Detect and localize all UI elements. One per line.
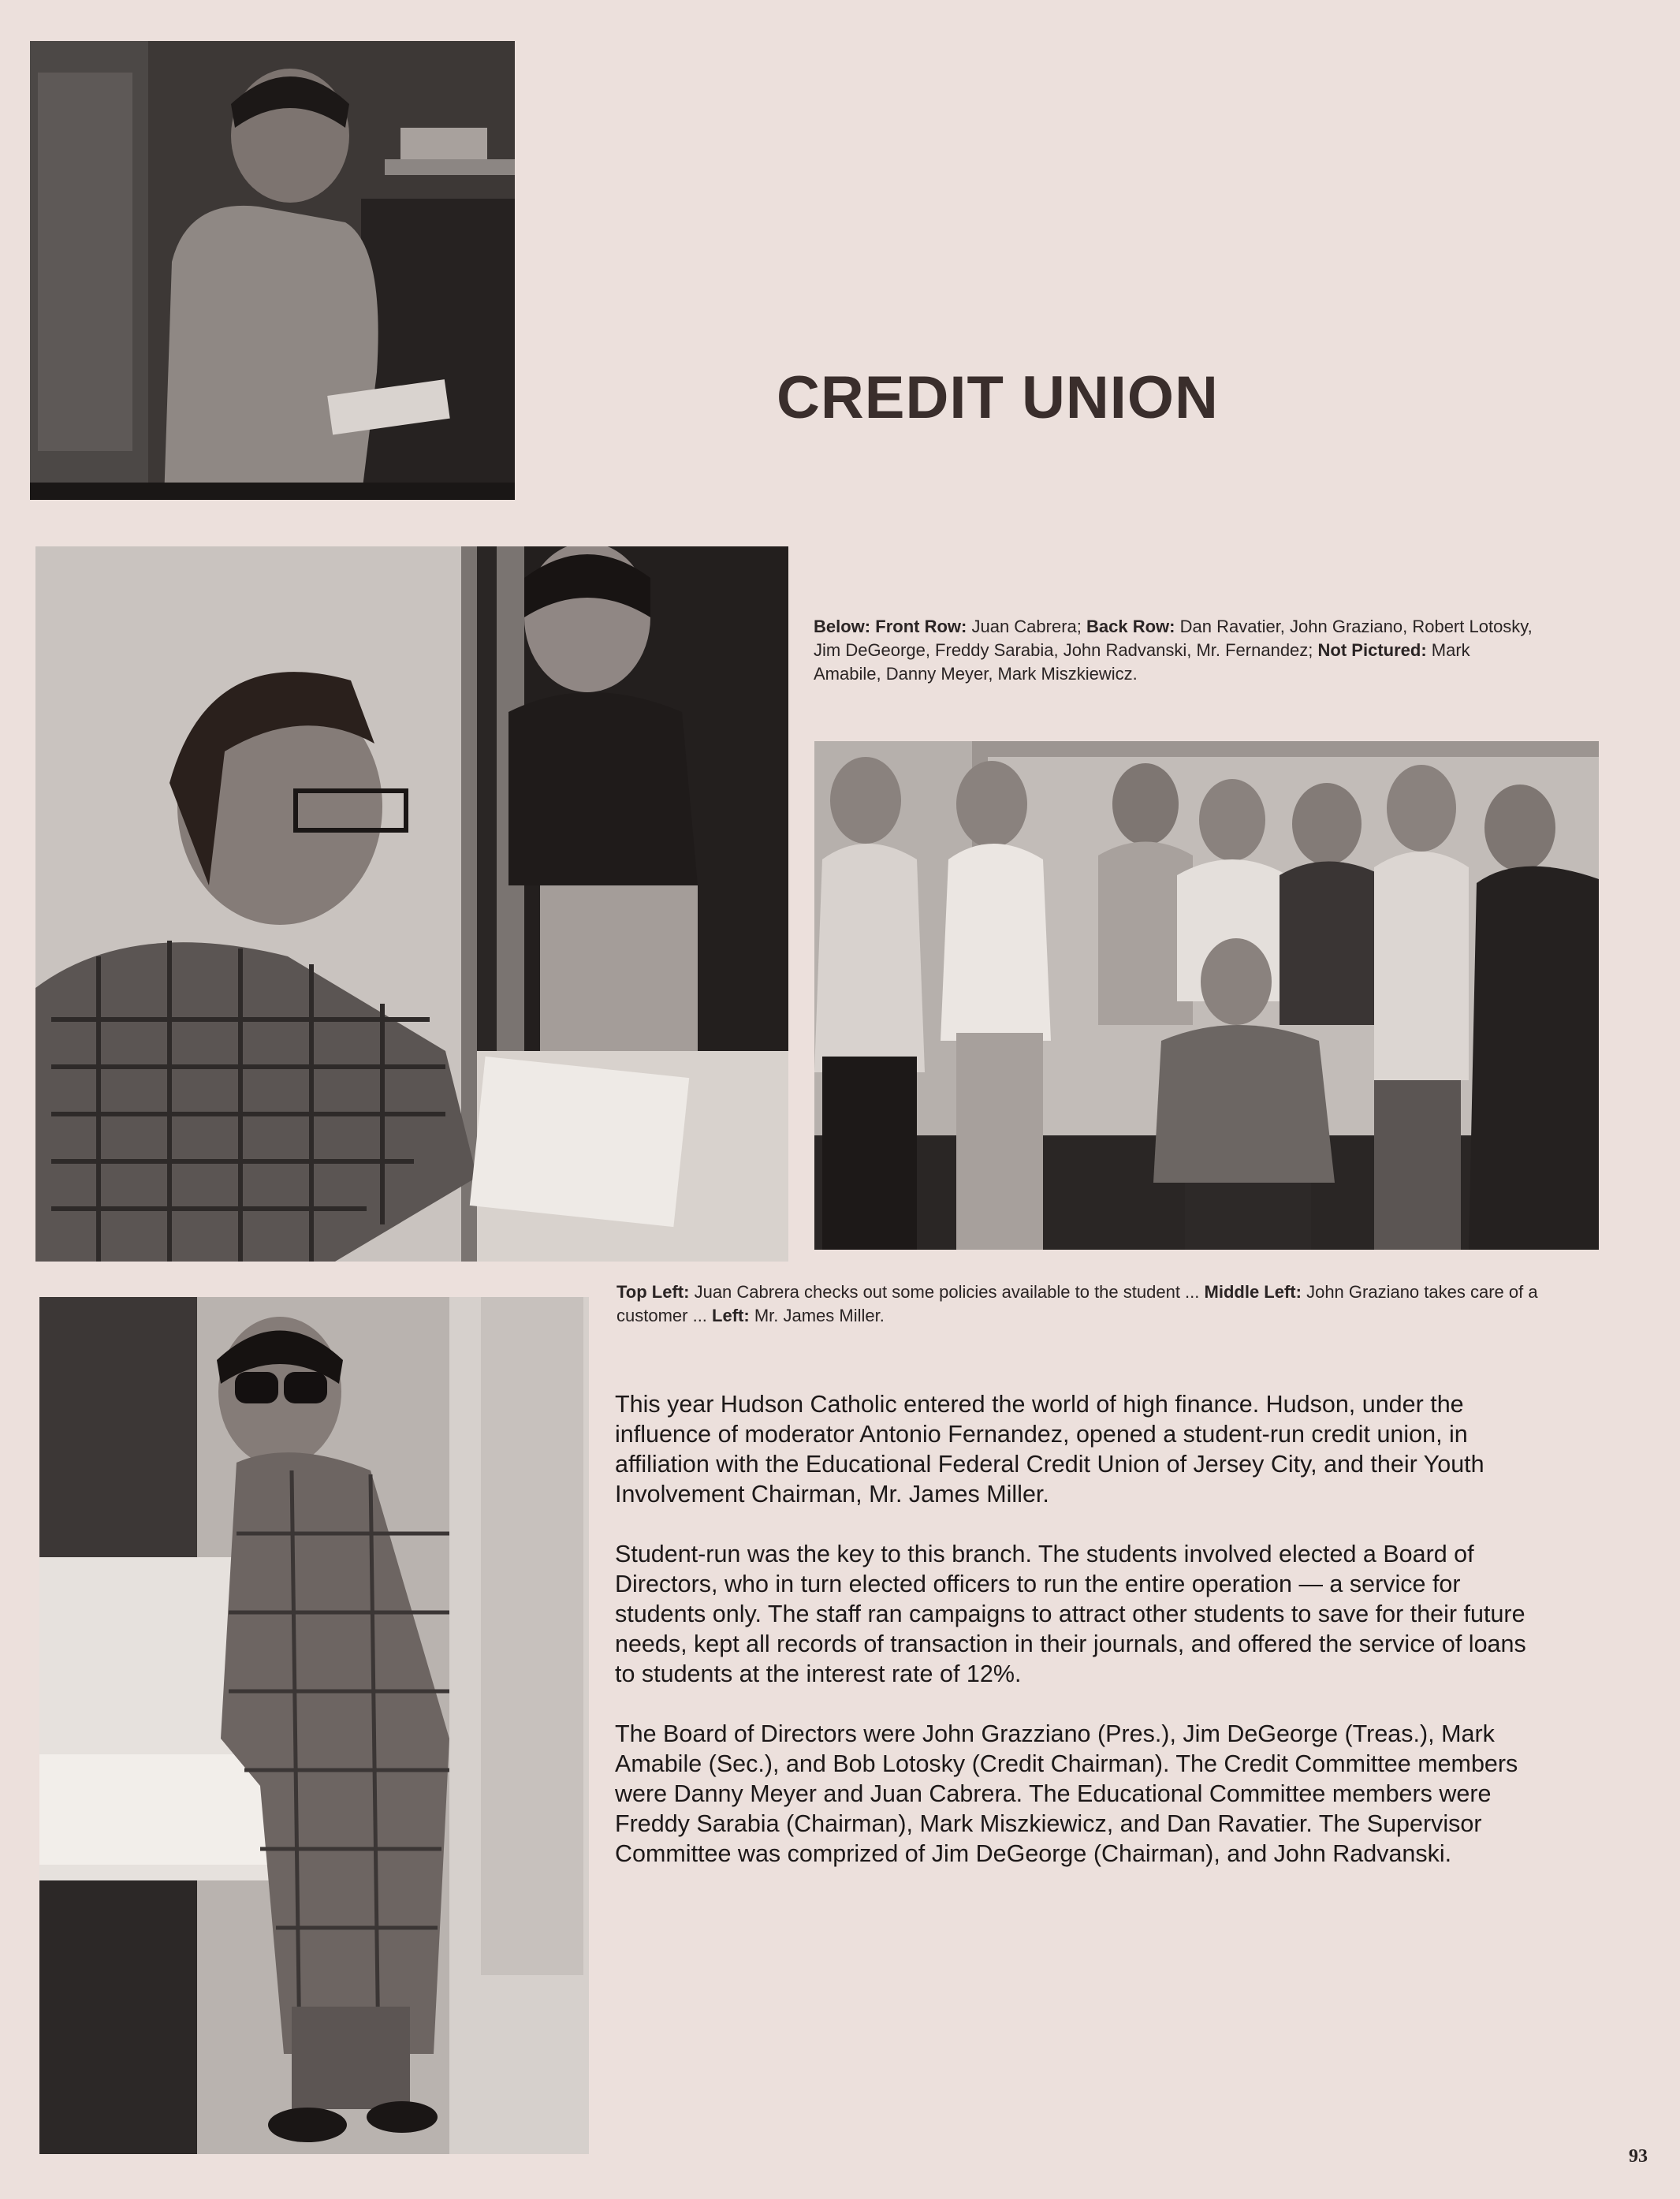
caption-middle-left-label: Middle Left:	[1204, 1282, 1302, 1302]
photo-bottom-left	[39, 1297, 589, 2154]
caption-not-pictured-label: Not Pictured:	[1317, 640, 1427, 660]
caption-back-row: Dan Ravatier, John Graziano, Robert Lotosky, Jim DeGeorge, Freddy Sarabia, John Radvanski, Mr. Fernandez;	[814, 617, 1533, 660]
article-paragraph-2: Student-run was the key to this branch. The students involved elected a Board of Directors, who in turn elected officers to run the entire operation — a service for students only. The staff ran campaigns to attract other students to save for their future needs, kept all records of transaction in their journals, and offered the service of loans to students at the interest rate of 12%.	[615, 1541, 1526, 1687]
caption-top-left: Juan Cabrera checks out some policies available to the student ...	[694, 1282, 1200, 1302]
caption-front-row-label: Front Row:	[875, 617, 967, 636]
caption-middle-left: John Graziano takes care of a customer ...	[616, 1282, 1538, 1325]
photos-caption	[616, 1280, 1539, 1328]
photo-group	[814, 741, 1599, 1250]
caption-back-row-label: Back Row:	[1086, 617, 1175, 636]
group-photo-caption	[814, 615, 1533, 686]
photo-middle-left	[35, 546, 788, 1262]
caption-left: Mr. James Miller.	[754, 1306, 885, 1325]
article-paragraph-3: The Board of Directors were John Grazziano (Pres.), Jim DeGeorge (Treas.), Mark Amabile (Sec.), and Bob Lotosky (Credit Chairman). The Credit Committee members were Danny Meyer and Juan Cabrera. The Educational Committee members were Freddy Sarabia (Chairman), Mark Miszkiewicz, and Dan Ravatier. The Supervisor Committee was comprized of Jim DeGeorge (Chairman), and John Radvanski.	[615, 1720, 1518, 1867]
caption-front-row: Juan Cabrera;	[971, 617, 1082, 636]
caption-not-pictured: Mark Amabile, Danny Meyer, Mark Miszkiewicz.	[814, 640, 1470, 684]
article-paragraph-1: This year Hudson Catholic entered the world of high finance. Hudson, under the influence of moderator Antonio Fernandez, opened a student-run credit union, in affiliation with the Educational Federal Credit Union of Jersey City, and their Youth Involvement Chairman, Mr. James Miller.	[615, 1391, 1484, 1508]
caption-top-left-label: Top Left:	[616, 1282, 690, 1302]
photo-top-left	[30, 41, 515, 500]
caption-below-label: Below:	[814, 617, 871, 636]
caption-left-label: Left:	[712, 1306, 750, 1325]
article-body	[615, 1389, 1545, 1899]
page-title: CREDIT UNION	[777, 363, 1219, 431]
page-number: 93	[1629, 2146, 1648, 2167]
